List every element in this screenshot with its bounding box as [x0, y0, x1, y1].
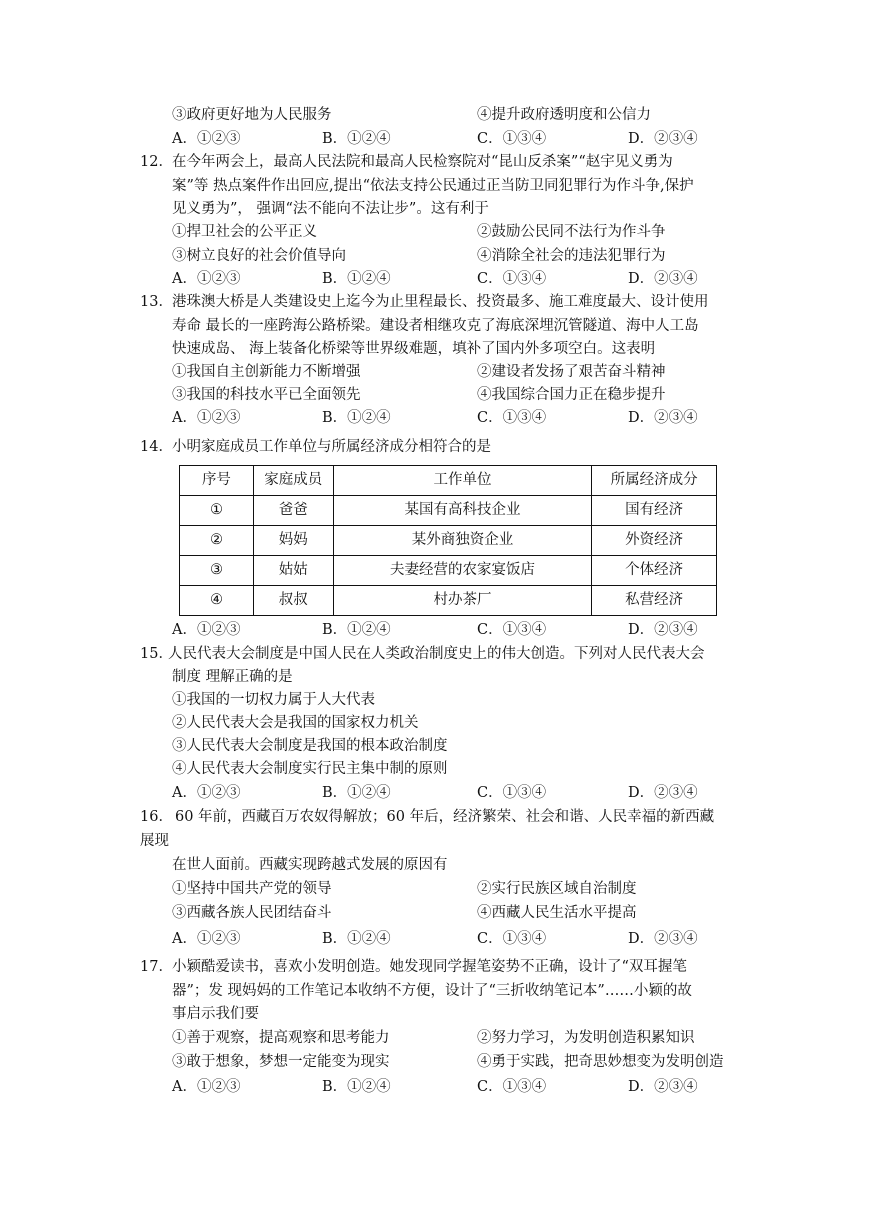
q17-option-4: ④勇于实践，把奇思妙想变为发明创造 [477, 1054, 724, 1070]
q13-answer-d: D．②③④ [628, 410, 698, 426]
q13-number: 13． [140, 294, 173, 310]
q16-answer-b: B．①②④ [322, 931, 391, 947]
q13-answer-a: A．①②③ [172, 410, 241, 426]
q13-option-4: ④我国综合国力正在稳步提升 [477, 387, 666, 403]
table-cell: 外资经济 [592, 526, 717, 556]
table-cell: 夫妻经营的农家宴饭店 [333, 556, 591, 586]
q13-stem-line-2: 寿命 最长的一座跨海公路桥梁。建设者相继攻克了海底深埋沉管隧道、海中人工岛 [172, 318, 699, 334]
q12-answer-b: B．①②④ [322, 271, 391, 287]
q15-stem-line-2: 制度 理解正确的是 [172, 669, 293, 685]
table-cell: 某外商独资企业 [333, 526, 591, 556]
q15-answer-b: B．①②④ [322, 785, 391, 801]
table-header-cell: 家庭成员 [253, 466, 333, 496]
q11-answer-b: B．①②④ [322, 131, 391, 147]
q17-option-2: ②努力学习，为发明创造积累知识 [477, 1030, 695, 1046]
table-cell: 村办茶厂 [333, 586, 591, 616]
table-cell: 妈妈 [253, 526, 333, 556]
table-cell: 国有经济 [592, 496, 717, 526]
q16-option-1: ①坚持中国共产党的领导 [172, 881, 332, 897]
q16-stem-line-2: 展现 [140, 833, 169, 849]
table-header-row [180, 466, 717, 496]
q12-stem-line-3: 见义勇为”， 强调“法不能向不法让步”。这有利于 [172, 201, 489, 217]
q17-option-3: ③敢于想象，梦想一定能变为现实 [172, 1054, 390, 1070]
table-cell: ③ [180, 556, 254, 586]
q11-answer-a: A．①②③ [172, 131, 241, 147]
table-cell: 爸爸 [253, 496, 333, 526]
table-cell: 姑姑 [253, 556, 333, 586]
q17-answer-b: B．①②④ [322, 1079, 391, 1095]
q11-answer-d: D．②③④ [628, 131, 698, 147]
q12-stem-line-1: 在今年两会上，最高人民法院和最高人民检察院对“昆山反杀案”“赵宇见义勇为 [172, 154, 673, 170]
q17-option-1: ①善于观察，提高观察和思考能力 [172, 1030, 390, 1046]
q16-answer-a: A．①②③ [172, 931, 241, 947]
q15-answer-d: D．②③④ [628, 785, 698, 801]
q15-answer-a: A．①②③ [172, 785, 241, 801]
q17-number: 17． [140, 959, 173, 975]
q12-answer-c: C．①③④ [477, 271, 547, 287]
q13-option-1: ①我国自主创新能力不断增强 [172, 364, 361, 380]
table-row [180, 496, 717, 526]
q14-answer-b: B．①②④ [322, 622, 391, 638]
q11-answer-c: C．①③④ [477, 131, 547, 147]
table-header-cell: 所属经济成分 [592, 466, 717, 496]
q13-stem-line-1: 港珠澳大桥是人类建设史上迄今为止里程最长、投资最多、施工难度最大、设计使用 [172, 294, 709, 310]
q11-option-4: ④提升政府透明度和公信力 [477, 107, 651, 123]
q17-answer-a: A．①②③ [172, 1079, 241, 1095]
q17-stem-line-3: 事启示我们要 [172, 1006, 259, 1022]
q17-stem-line-2: 器”；发 现妈妈的工作笔记本收纳不方便，设计了“三折收纳笔记本”……小颖的故 [172, 983, 692, 999]
q13-answer-c: C．①③④ [477, 410, 547, 426]
q14-answer-a: A．①②③ [172, 622, 241, 638]
q13-option-2: ②建设者发扬了艰苦奋斗精神 [477, 364, 666, 380]
q15-option-4: ④人民代表大会制度实行民主集中制的原则 [172, 761, 448, 777]
table-header-cell: 工作单位 [333, 466, 591, 496]
q16-answer-d: D．②③④ [628, 931, 698, 947]
q15-option-1: ①我国的一切权力属于人大代表 [172, 692, 375, 708]
family-economy-table [179, 465, 717, 616]
q15-number: 15． [140, 646, 173, 662]
q16-option-3: ③西藏各族人民团结奋斗 [172, 905, 332, 921]
q16-stem-line-3: 在世人面前。西藏实现跨越式发展的原因有 [172, 857, 448, 873]
q14-stem: 小明家庭成员工作单位与所属经济成分相符合的是 [172, 439, 491, 455]
q12-option-2: ②鼓励公民同不法行为作斗争 [477, 224, 666, 240]
table-cell: 某国有高科技企业 [333, 496, 591, 526]
q12-option-4: ④消除全社会的违法犯罪行为 [477, 248, 666, 264]
table-cell: ② [180, 526, 254, 556]
table-row [180, 586, 717, 616]
q12-option-1: ①捍卫社会的公平正义 [172, 224, 317, 240]
q16-option-2: ②实行民族区域自治制度 [477, 881, 637, 897]
q15-answer-c: C．①③④ [477, 785, 547, 801]
q16-number: 16． [140, 809, 173, 825]
table-cell: ① [180, 496, 254, 526]
table-cell: 私营经济 [592, 586, 717, 616]
table-row [180, 556, 717, 586]
q16-option-4: ④西藏人民生活水平提高 [477, 905, 637, 921]
q12-answer-d: D．②③④ [628, 271, 698, 287]
q17-stem-line-1: 小颖酷爱读书，喜欢小发明创造。她发现同学握笔姿势不正确，设计了“双耳握笔 [172, 959, 687, 975]
q14-number: 14． [140, 439, 173, 455]
table-row [180, 526, 717, 556]
q12-option-3: ③树立良好的社会价值导向 [172, 248, 346, 264]
q13-stem-line-3: 快速成岛、 海上装备化桥梁等世界级难题，填补了国内外多项空白。这表明 [172, 341, 656, 357]
q15-option-3: ③人民代表大会制度是我国的根本政治制度 [172, 738, 448, 754]
table-header-cell: 序号 [180, 466, 254, 496]
q14-answer-c: C．①③④ [477, 622, 547, 638]
q12-number: 12． [140, 154, 173, 170]
q15-stem-line-1: 人民代表大会制度是中国人民在人类政治制度史上的伟大创造。下列对人民代表大会 [168, 646, 705, 662]
table-cell: 个体经济 [592, 556, 717, 586]
q11-option-3: ③政府更好地为人民服务 [172, 107, 332, 123]
table-cell: ④ [180, 586, 254, 616]
q15-option-2: ②人民代表大会是我国的国家权力机关 [172, 715, 419, 731]
q16-stem-line-1: 60 年前，西藏百万农奴得解放；60 年后，经济繁荣、社会和谐、人民幸福的新西藏 [175, 809, 715, 825]
q17-answer-c: C．①③④ [477, 1079, 547, 1095]
q16-answer-c: C．①③④ [477, 931, 547, 947]
q13-option-3: ③我国的科技水平已全面领先 [172, 387, 361, 403]
q12-stem-line-2: 案”等 热点案件作出回应,提出“依法支持公民通过正当防卫同犯罪行为作斗争,保护 [172, 178, 694, 194]
q17-answer-d: D．②③④ [628, 1079, 698, 1095]
q13-answer-b: B．①②④ [322, 410, 391, 426]
table-cell: 叔叔 [253, 586, 333, 616]
q14-answer-d: D．②③④ [628, 622, 698, 638]
q12-answer-a: A．①②③ [172, 271, 241, 287]
